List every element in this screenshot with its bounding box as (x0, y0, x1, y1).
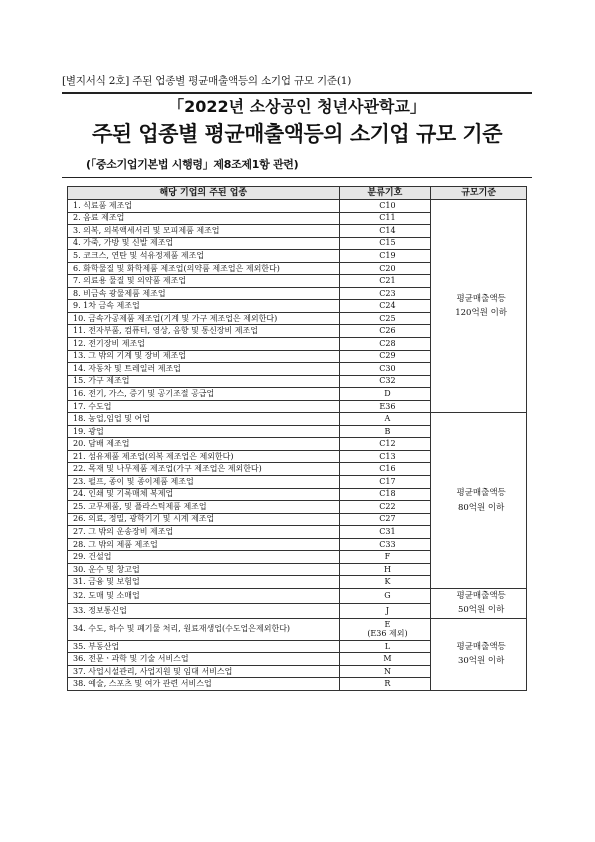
industry-cell: 24. 인쇄 및 기록매체 복제업 (68, 488, 340, 501)
industry-cell: 30. 운수 및 창고업 (68, 563, 340, 576)
industry-cell: 4. 가죽, 가방 및 신발 제조업 (68, 237, 340, 250)
code-cell: B (339, 425, 431, 438)
header-scale: 규모기준 (431, 187, 527, 200)
code-cell: C11 (339, 212, 431, 225)
code-cell: C25 (339, 312, 431, 325)
code-cell: C13 (339, 450, 431, 463)
industry-cell: 2. 음료 제조업 (68, 212, 340, 225)
code-cell: C15 (339, 237, 431, 250)
industry-cell: 13. 그 밖의 기계 및 장비 제조업 (68, 350, 340, 363)
table-header-row (68, 187, 527, 200)
industry-cell: 25. 고무제품, 및 플라스틱제품 제조업 (68, 501, 340, 514)
code-cell: C30 (339, 363, 431, 376)
industry-cell: 28. 그 밖의 제품 제조업 (68, 538, 340, 551)
industry-cell: 35. 부동산업 (68, 640, 340, 653)
code-cell: R (339, 678, 431, 691)
industry-cell: 31. 금융 및 보험업 (68, 576, 340, 589)
code-cell: C17 (339, 476, 431, 489)
industry-cell: 34. 수도, 하수 및 폐기물 처리, 원료재생업(수도업은제외한다) (68, 618, 340, 640)
code-cell: C14 (339, 225, 431, 238)
header-industry: 해당 기업의 주된 업종 (68, 187, 340, 200)
industry-cell: 1. 식료품 제조업 (68, 200, 340, 213)
scale-line-1: 평균매출액등 (456, 590, 506, 601)
document-subtitle: (「중소기업기본법 시행령」제8조제1항 관련) (86, 158, 299, 171)
industry-cell: 19. 광업 (68, 425, 340, 438)
code-value: E (384, 619, 391, 629)
code-cell: C16 (339, 463, 431, 476)
table-row (68, 618, 527, 640)
code-cell: N (339, 665, 431, 678)
header-code: 분류기호 (339, 187, 431, 200)
industry-cell: 26. 의료, 정밀, 광학기기 및 시계 제조업 (68, 513, 340, 526)
industry-cell: 6. 화학물질 및 화학제품 제조업(의약품 제조업은 제외한다) (68, 262, 340, 275)
code-cell: C19 (339, 250, 431, 263)
industry-cell: 15. 가구 제조업 (68, 375, 340, 388)
code-cell: F (339, 551, 431, 564)
scale-line-1: 평균매출액등 (456, 641, 506, 652)
industry-cell: 20. 담배 제조업 (68, 438, 340, 451)
code-cell: C10 (339, 200, 431, 213)
industry-scale-table (67, 186, 527, 691)
attachment-label: [별지서식 2호] 주된 업종별 평균매출액등의 소기업 규모 기준(1) (62, 75, 352, 87)
industry-cell: 36. 전문ㆍ과학 및 기술 서비스업 (68, 653, 340, 666)
code-cell: M (339, 653, 431, 666)
industry-cell: 11. 전자부품, 컴퓨터, 영상, 음향 및 통신장비 제조업 (68, 325, 340, 338)
code-cell: K (339, 576, 431, 589)
industry-cell: 27. 그 밖의 운송장비 제조업 (68, 526, 340, 539)
industry-cell: 10. 금속가공제품 제조업(기계 및 가구 제조업은 제외한다) (68, 312, 340, 325)
code-cell (339, 618, 431, 640)
code-cell: A (339, 413, 431, 426)
industry-cell: 38. 예술, 스포츠 및 여가 관련 서비스업 (68, 678, 340, 691)
scale-line-2: 50억원 이하 (457, 605, 505, 616)
table-row (68, 588, 527, 603)
code-cell: G (339, 588, 431, 603)
industry-cell: 8. 비금속 광물제품 제조업 (68, 287, 340, 300)
industry-cell: 5. 코크스, 연탄 및 석유정제품 제조업 (68, 250, 340, 263)
scale-line-2: 30억원 이하 (457, 656, 505, 667)
scale-criterion-cell (431, 618, 527, 690)
scale-line-1: 평균매출액등 (456, 488, 506, 499)
scale-criterion-cell (431, 200, 527, 413)
industry-cell: 16. 전기, 가스, 증기 및 공기조절 공급업 (68, 388, 340, 401)
industry-cell: 33. 정보통신업 (68, 603, 340, 618)
code-cell: C27 (339, 513, 431, 526)
code-cell: E36 (339, 400, 431, 413)
code-cell: C32 (339, 375, 431, 388)
code-cell: C20 (339, 262, 431, 275)
code-cell: H (339, 563, 431, 576)
industry-cell: 23. 펄프, 종이 및 종이제품 제조업 (68, 476, 340, 489)
scale-line-2: 120억원 이하 (455, 308, 508, 319)
industry-cell: 17. 수도업 (68, 400, 340, 413)
industry-cell: 14. 자동차 및 트레일러 제조업 (68, 363, 340, 376)
code-cell: C24 (339, 300, 431, 313)
code-cell: C33 (339, 538, 431, 551)
industry-cell: 3. 의복, 의복액세서리 및 모피제품 제조업 (68, 225, 340, 238)
code-cell: C28 (339, 338, 431, 351)
code-cell: C31 (339, 526, 431, 539)
code-cell: C29 (339, 350, 431, 363)
code-cell: J (339, 603, 431, 618)
scale-criterion-cell (431, 413, 527, 589)
code-cell: C22 (339, 501, 431, 514)
industry-cell: 7. 의료용 물질 및 의약품 제조업 (68, 275, 340, 288)
code-cell: C12 (339, 438, 431, 451)
code-cell: C18 (339, 488, 431, 501)
industry-cell: 32. 도매 및 소매업 (68, 588, 340, 603)
table-row (68, 413, 527, 426)
code-cell: C21 (339, 275, 431, 288)
industry-cell: 12. 전기장비 제조업 (68, 338, 340, 351)
industry-cell: 22. 목재 및 나무제품 제조업(가구 제조업은 제외한다) (68, 463, 340, 476)
industry-cell: 18. 농업,임업 및 어업 (68, 413, 340, 426)
code-cell: C23 (339, 287, 431, 300)
code-cell: C26 (339, 325, 431, 338)
table-body (68, 200, 527, 691)
industry-cell: 37. 사업시설관리, 사업지원 및 임대 서비스업 (68, 665, 340, 678)
code-cell: L (339, 640, 431, 653)
code-cell: D (339, 388, 431, 401)
industry-cell: 9. 1차 금속 제조업 (68, 300, 340, 313)
table-row (68, 200, 527, 213)
document-title-program: 「2022년 소상공인 청년사관학교」 (168, 97, 426, 116)
scale-line-1: 평균매출액등 (456, 293, 506, 304)
document-title: 주된 업종별 평균매출액등의 소기업 규모 기준 (92, 122, 502, 146)
code-note: (E36 제외) (367, 629, 408, 639)
scale-criterion-cell (431, 588, 527, 618)
industry-cell: 29. 건설업 (68, 551, 340, 564)
industry-cell: 21. 섬유제품 제조업(의복 제조업은 제외한다) (68, 450, 340, 463)
scale-line-2: 80억원 이하 (457, 502, 505, 513)
title-bottom-rule (62, 177, 532, 178)
